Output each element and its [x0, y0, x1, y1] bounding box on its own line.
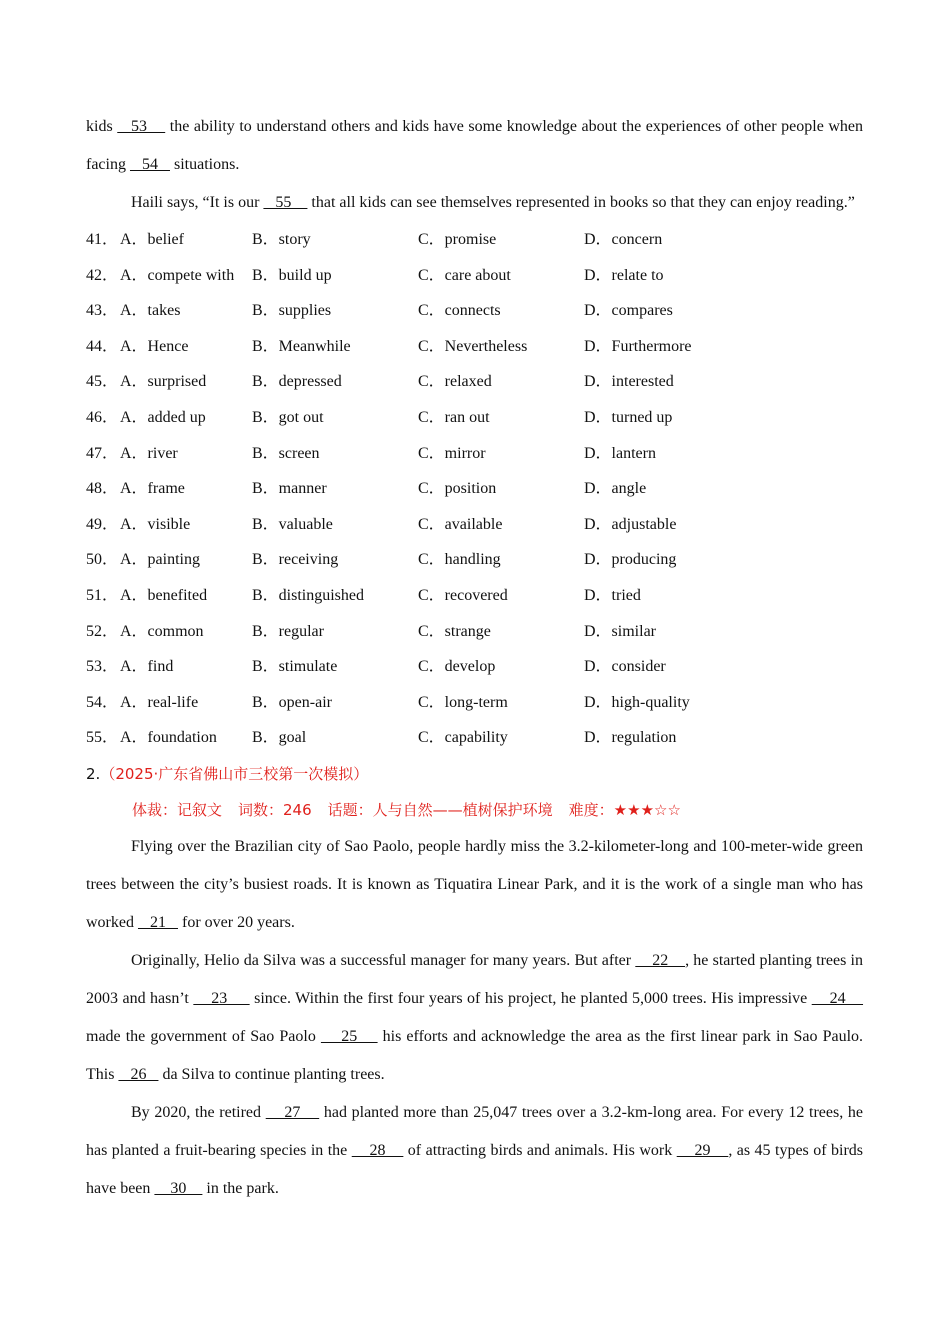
option-d: D．tried — [584, 586, 641, 604]
question-number: 48． — [86, 480, 119, 498]
text: the ability to understand others and kids have some knowledge about the experiences of other people when facing — [86, 118, 864, 173]
option-d: D．concern — [584, 231, 663, 248]
option-d: D．relate to — [584, 266, 664, 284]
option-c: C．relaxed — [418, 373, 492, 391]
option-b: B．distinguished — [252, 586, 365, 604]
option-d: D．angle — [584, 480, 647, 498]
paragraph-haili — [86, 184, 863, 222]
section-number: 2. — [86, 764, 101, 783]
option-a: A．real-life — [120, 693, 199, 711]
option-b: B．supplies — [252, 302, 332, 320]
option-a: A．compete with — [120, 266, 235, 284]
passage-paragraph-2 — [86, 942, 863, 1094]
option-b: B．Meanwhile — [252, 337, 351, 355]
option-c: C．available — [418, 515, 503, 533]
question-number: 51． — [86, 586, 119, 604]
option-row-47 — [86, 436, 863, 472]
option-d: D．consider — [584, 658, 666, 676]
paragraph-top — [86, 108, 863, 184]
word-count-label: 词数：246 — [238, 800, 312, 819]
blank-29: 29 — [676, 1141, 729, 1159]
option-a: A．belief — [120, 231, 184, 248]
option-c: C．mirror — [418, 444, 486, 462]
text: made the government of Sao Paolo — [86, 1027, 321, 1045]
genre-label: 体裁：记叙文 — [132, 800, 223, 819]
option-b: B．build up — [252, 266, 332, 284]
option-row-44 — [86, 329, 863, 365]
text: Originally, Helio da Silva was a successful manager for many years. But after — [131, 951, 636, 969]
option-row-53 — [86, 649, 863, 685]
question-number: 44． — [86, 337, 119, 355]
option-a: A．benefited — [120, 586, 208, 604]
section-meta — [86, 792, 863, 828]
option-row-51 — [86, 578, 863, 614]
blank-21: 21 — [137, 913, 178, 931]
blank-28: 28 — [351, 1141, 404, 1159]
topic-label: 话题：人与自然——植树保护环境 — [327, 800, 553, 819]
option-b: B．regular — [252, 622, 324, 640]
option-a: A．surprised — [120, 373, 207, 391]
question-number: 45． — [86, 373, 119, 391]
option-d: D．similar — [584, 622, 656, 640]
blank-54: 54 — [129, 156, 170, 173]
option-row-50 — [86, 542, 863, 578]
option-row-49 — [86, 507, 863, 543]
option-c: C．ran out — [418, 408, 490, 426]
option-c: C．position — [418, 480, 497, 498]
option-a: A．common — [120, 622, 204, 640]
option-c: C．recovered — [418, 586, 508, 604]
document-page — [86, 108, 863, 1208]
blank-23: 23 — [193, 989, 250, 1007]
option-a: A．river — [120, 444, 178, 462]
difficulty-label: 难度：★★★☆☆ — [568, 800, 681, 819]
section-source: （2025·广东省佛山市三校第一次模拟） — [100, 764, 369, 783]
option-b: B．got out — [252, 408, 324, 426]
option-c: C．long-term — [418, 693, 508, 711]
option-b: B．stimulate — [252, 658, 338, 676]
text: since. Within the first four years of his project, he planted 5,000 trees. His impressive — [249, 989, 812, 1007]
blank-30: 30 — [154, 1179, 203, 1197]
blank-27: 27 — [265, 1103, 320, 1121]
option-c: C．promise — [418, 231, 497, 248]
option-row-45 — [86, 364, 863, 400]
option-a: A．Hence — [120, 337, 189, 355]
question-number: 47． — [86, 444, 119, 462]
option-row-48 — [86, 471, 863, 507]
text: for over 20 years. — [177, 913, 295, 931]
option-c: C．handling — [418, 551, 501, 569]
blank-55: 55 — [263, 194, 308, 211]
option-b: B．valuable — [252, 515, 333, 533]
option-c: C．Nevertheless — [418, 337, 528, 355]
text: situations. — [169, 156, 240, 173]
text: that all kids can see themselves represented in books so that they can enjoy reading.” — [307, 194, 855, 211]
option-b: B．goal — [252, 729, 307, 747]
option-d: D．regulation — [584, 729, 677, 747]
option-c: C．connects — [418, 302, 501, 320]
question-number: 41． — [86, 231, 119, 248]
text: his efforts and acknowledge the area as the first linear park in Sao Paulo. This — [86, 1027, 864, 1083]
text: kids — [86, 118, 118, 135]
option-d: D．compares — [584, 302, 673, 320]
text: Flying over the Brazilian city of Sao Paolo, people hardly miss the 3.2-kilometer-long and 100-meter-wide green trees between the city’s busiest roads. It is known as Tiquatira Linear Park, and it is the work of a single man who has worked — [86, 837, 863, 931]
option-b: B．receiving — [252, 551, 339, 569]
options-list — [86, 222, 863, 756]
option-row-46 — [86, 400, 863, 436]
option-d: D．interested — [584, 373, 674, 391]
option-d: D．adjustable — [584, 515, 677, 533]
option-a: A．added up — [120, 408, 206, 426]
option-b: B．depressed — [252, 373, 342, 391]
option-a: A．takes — [120, 302, 181, 320]
text: By 2020, the retired — [131, 1103, 266, 1121]
question-number: 49． — [86, 515, 119, 533]
option-d: D．high-quality — [584, 693, 690, 711]
option-c: C．develop — [418, 658, 496, 676]
option-b: B．story — [252, 231, 311, 248]
option-a: A．find — [120, 658, 174, 676]
question-number: 52． — [86, 622, 119, 640]
option-row-55 — [86, 720, 863, 756]
blank-22: 22 — [635, 951, 686, 969]
option-c: C．care about — [418, 266, 511, 284]
blank-53: 53 — [117, 118, 166, 135]
option-a: A．foundation — [120, 729, 217, 747]
option-b: B．open-air — [252, 693, 332, 711]
option-b: B．manner — [252, 480, 327, 498]
text: da Silva to continue planting trees. — [158, 1065, 385, 1083]
option-c: C．strange — [418, 622, 491, 640]
option-a: A．painting — [120, 551, 200, 569]
option-d: D．turned up — [584, 408, 673, 426]
blank-26: 26 — [118, 1065, 159, 1083]
option-d: D．Furthermore — [584, 337, 692, 355]
question-number: 55． — [86, 729, 119, 747]
passage-paragraph-1 — [86, 828, 863, 942]
question-number: 50． — [86, 551, 119, 569]
question-number: 42． — [86, 266, 119, 284]
option-row-42 — [86, 258, 863, 294]
text: had planted more than 25,047 trees over a 3.2-km-long area. For every 12 trees, he has planted a fruit-bearing species in the — [86, 1103, 864, 1159]
option-a: A．visible — [120, 515, 191, 533]
question-number: 54． — [86, 693, 119, 711]
question-number: 43． — [86, 302, 119, 320]
text: Haili says, “It is our — [131, 194, 264, 211]
passage-paragraph-3 — [86, 1094, 863, 1208]
option-d: D．producing — [584, 551, 677, 569]
text: of attracting birds and animals. His work — [403, 1141, 677, 1159]
text: , as 45 types of birds have been — [86, 1141, 864, 1197]
option-d: D．lantern — [584, 444, 656, 462]
option-row-52 — [86, 614, 863, 650]
option-a: A．frame — [120, 480, 185, 498]
section-heading — [86, 756, 863, 792]
question-number: 53． — [86, 658, 119, 676]
option-c: C．capability — [418, 729, 508, 747]
blank-25: 25 — [320, 1027, 378, 1045]
text: , he started planting trees in 2003 and hasn’t — [86, 951, 863, 1007]
question-number: 46． — [86, 408, 119, 426]
text: in the park. — [202, 1179, 279, 1197]
blank-24: 24 — [811, 989, 864, 1007]
option-row-43 — [86, 293, 863, 329]
option-b: B．screen — [252, 444, 320, 462]
option-row-54 — [86, 685, 863, 721]
option-row-41 — [86, 222, 863, 258]
